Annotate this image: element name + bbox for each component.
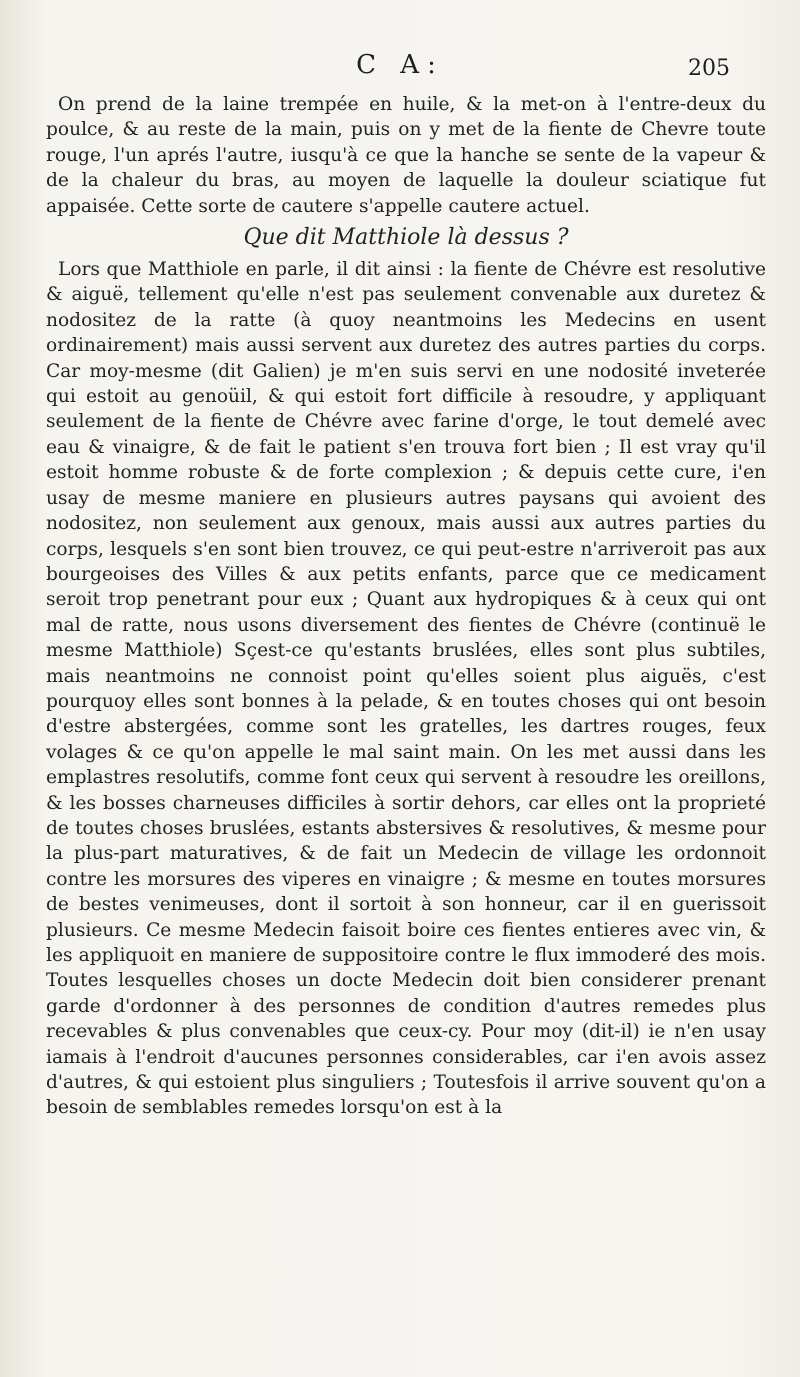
section-question: Que dit Matthiole là dessus ? [243, 225, 569, 251]
running-head: C A: [356, 50, 444, 80]
page-number: 205 [688, 56, 730, 81]
body-text [46, 92, 766, 1121]
page-header [0, 50, 800, 84]
paragraph-2: Lors que Matthiole en parle, il dit ainsi : la fiente de Chévre est resolutive & aiguë, tellement qu'elle n'est pas seulement convenable aux duretez & nodositez de la ratte (à quoy neantmoins les Medecins en usent ordinairement) mais aussi servent aux duretez des autres parties du corps. Car moy-mesme (dit Galien) je m'en suis servi en une nodosité inveterée qui estoit au genoüil, & qui estoit fort difficile à resoudre, y appliquant seulement de la fiente de Chévre avec farine d'orge, le tout demelé avec eau & vinaigre, & de fait le patient s'en trouva fort bien ; Il est vray qu'il estoit homme robuste & de forte complexion ; & depuis cette cure, i'en usay de mesme maniere en plusieurs autres paysans qui avoient des nodositez, non seulement aux genoux, mais aussi aux autres parties du corps, lesquels s'en sont bien trouvez, ce qui peut-estre n'arriveroit pas aux bourgeoises des Villes & aux petits enfants, parce que ce medicament seroit trop penetrant pour eux ; Quant aux hydropiques & à ceux qui ont mal de ratte, nous usons diversement des fientes de Chévre (continuë le mesme Matthiole) Sçest-ce qu'estants bruslées, elles sont plus subtiles, mais neantmoins ne connoist point qu'elles soient plus aiguës, c'est pourquoy elles sont bonnes à la pelade, & en toutes choses qui ont besoin d'estre abstergées, comme sont les gratelles, les dartres rouges, feux volages & ce qu'on appelle le mal saint main. On les met aussi dans les emplastres resolutifs, comme font ceux qui servent à resoudre les oreillons, & les bosses charneuses difficiles à sortir dehors, car elles ont la proprieté de toutes choses bruslées, estants abstersives & resolutives, & mesme pour la plus-part maturatives, & de fait un Medecin de village les ordonnoit contre les morsures des viperes en vinaigre ; & mesme en toutes morsures de bestes venimeuses, dont il sortoit à son honneur, car il en guerissoit plusieurs. Ce mesme Medecin faisoit boire ces fientes entieres avec vin, & les appliquoit en maniere de suppositoire contre le flux immoderé des mois. Toutes lesquelles choses un docte Medecin doit bien considerer prenant garde d'ordonner à des personnes de condition d'autres remedes plus recevables & plus convenables que ceux-cy. Pour moy (dit-il) ie n'en usay iamais à l'endroit d'aucunes personnes considerables, car i'en avois assez d'autres, & qui estoient plus singuliers ; Toutesfois il arrive souvent qu'on a besoin de semblables remedes lorsqu'on est à la [46, 259, 766, 1119]
paragraph-1: On prend de la laine trempée en huile, & la met-on à l'entre-deux du poulce, & au reste de la main, puis on y met de la fiente de Chevre toute rouge, l'un aprés l'autre, iusqu'à ce que la hanche se sente de la vapeur & de la chaleur du bras, au moyen de laquelle la douleur sciatique fut appaisée. Cette sorte de cautere s'appelle cautere actuel. [46, 94, 766, 217]
